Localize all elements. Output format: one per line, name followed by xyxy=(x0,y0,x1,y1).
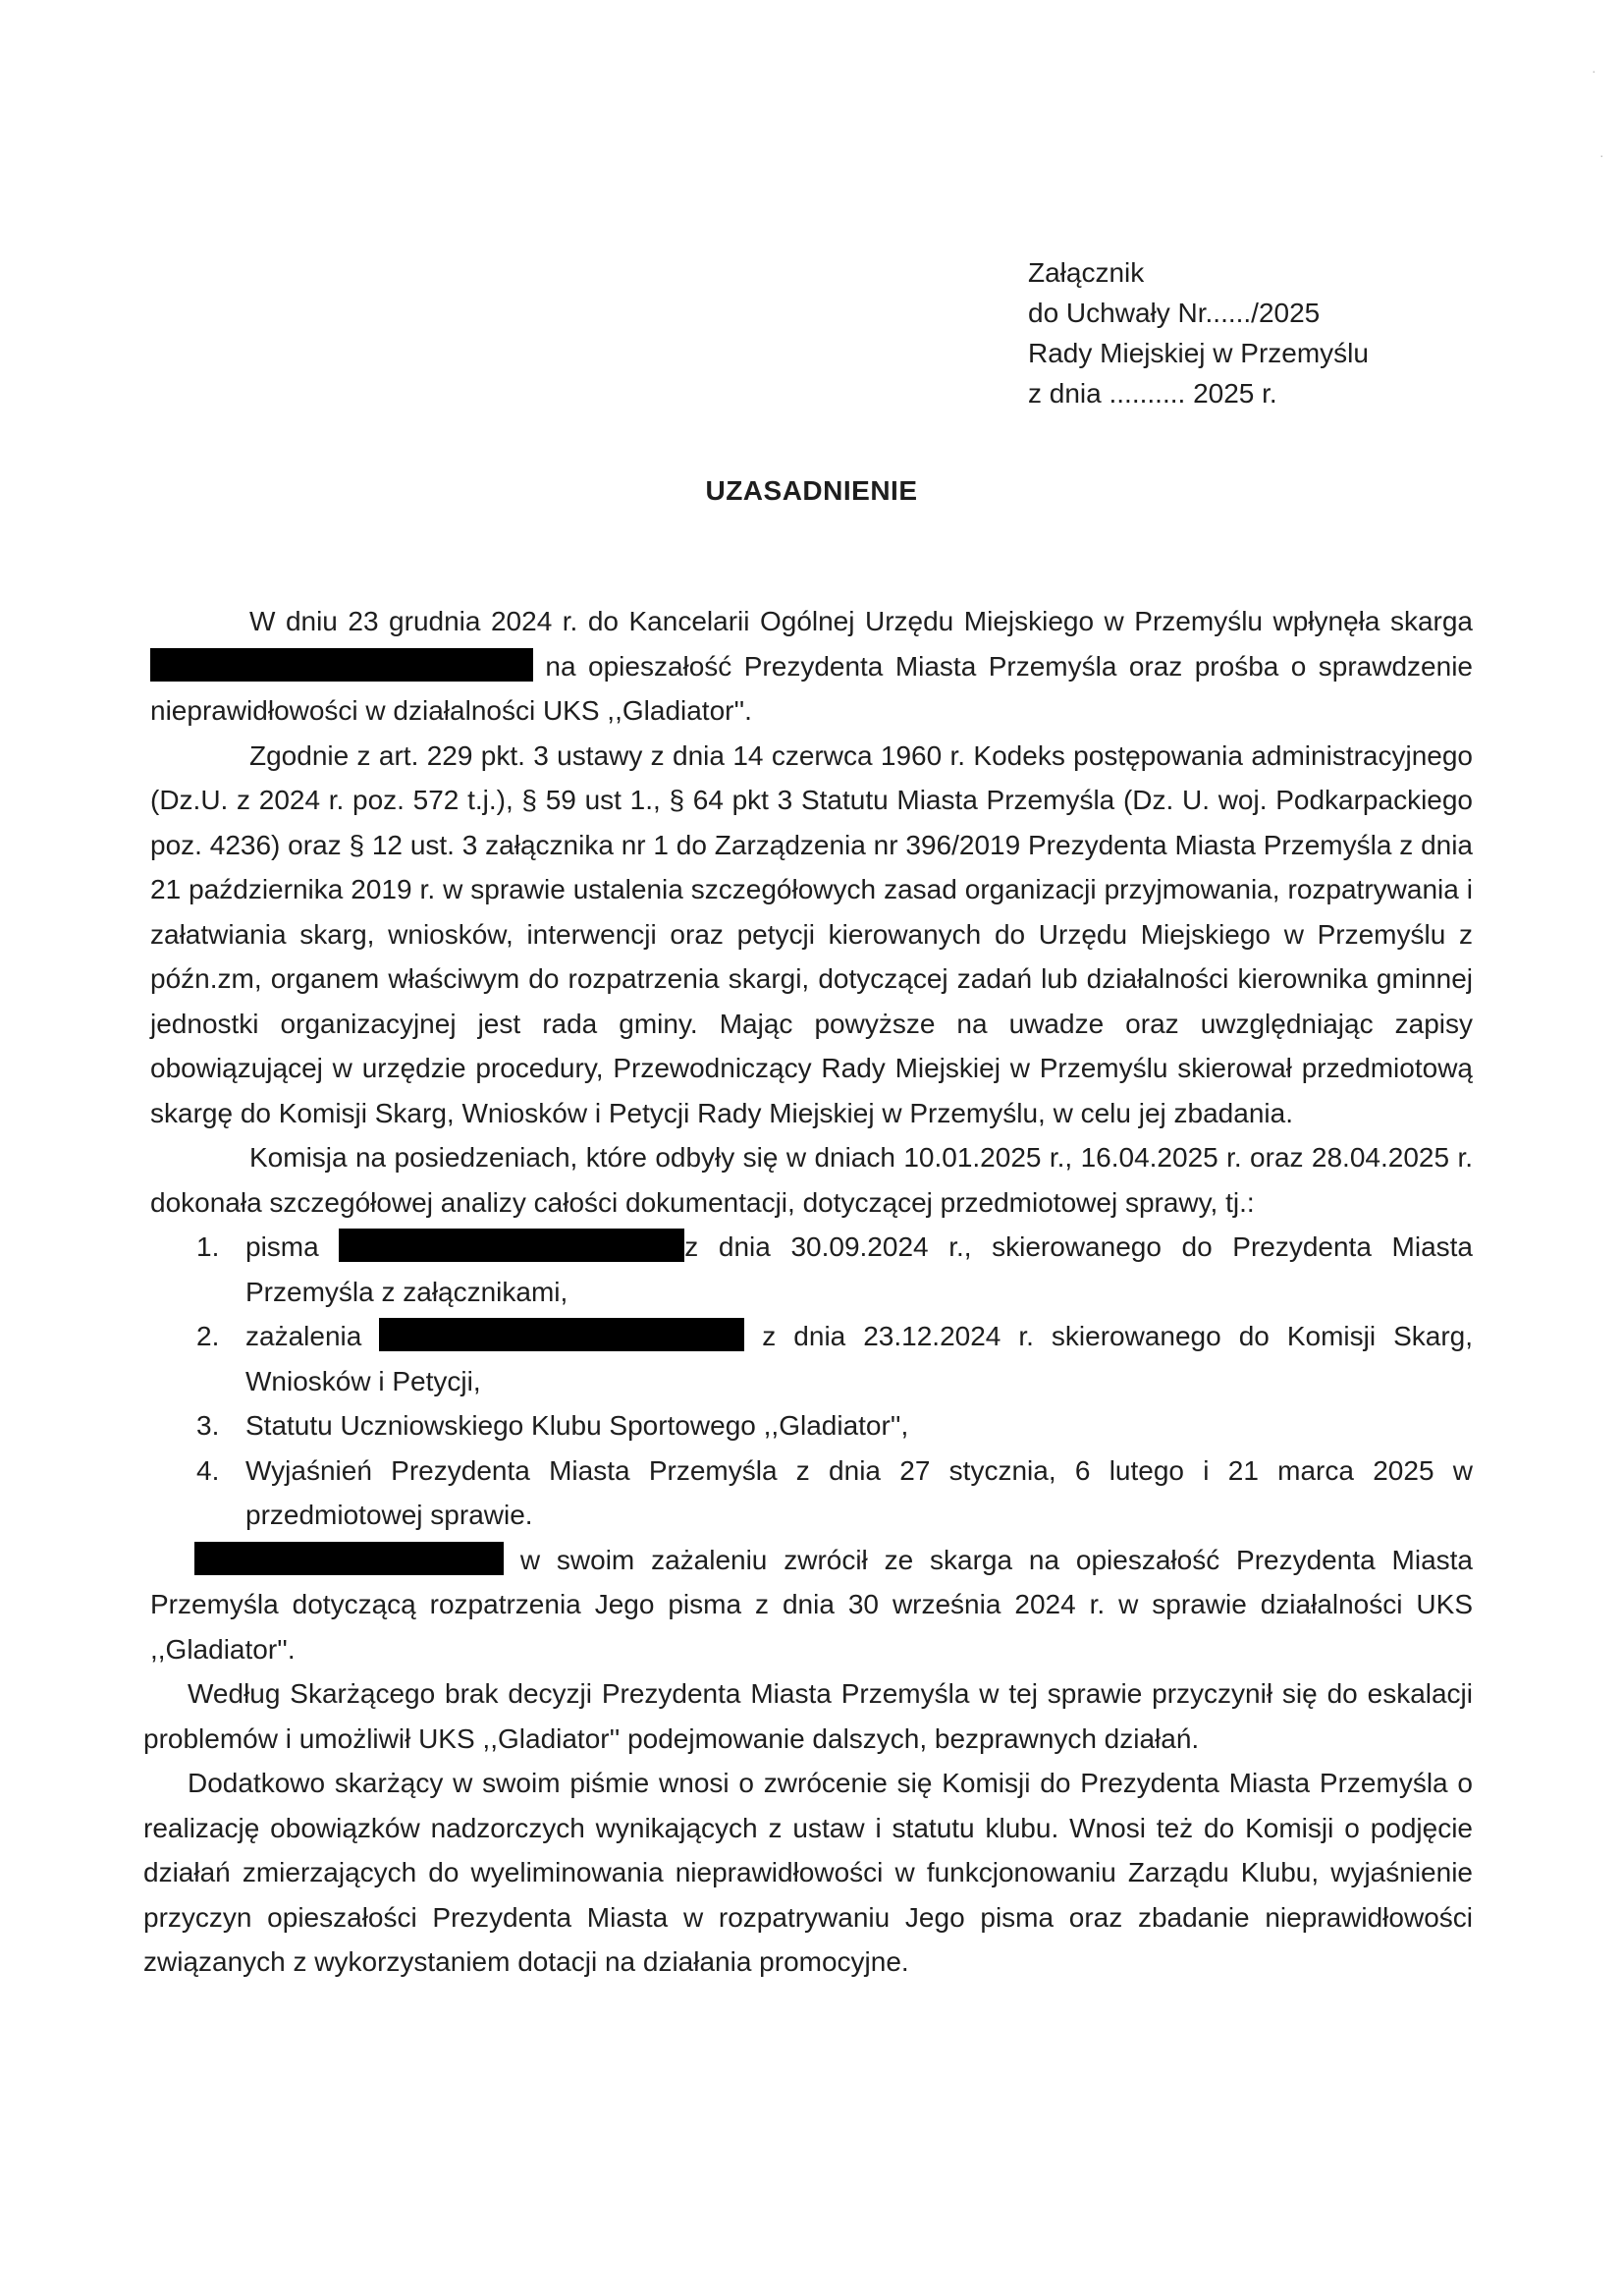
list-item-number: 1. xyxy=(196,1231,220,1262)
scan-speck: · xyxy=(1592,63,1596,79)
scan-speck: · xyxy=(1599,147,1604,163)
paragraph-6: Dodatkowo skarżący w swoim piśmie wnosi o zwrócenie się Komisji do Prezydenta Miasta Przemyśla o realizację obowiązków nadzorczych wynikających z ustaw i statutu klubu. Wnosi też do Komisji o podjęcie działań zmierzających do wyeliminowania nieprawidłowości w funkcjonowaniu Zarządu Klubu, wyjaśnienie przyczyn opieszałości Prezydenta Miasta w rozpatrywaniu Jego pisma oraz zbadanie nieprawidłowości związanych z wykorzystaniem dotacji na działania promocyjne. xyxy=(143,1768,1473,1977)
paragraph-4-text: w swoim zażaleniu zwrócił ze skarga na opieszałość Prezydenta Miasta Przemyśla dotyczącą rozpatrzenia Jego pisma z dnia 30 września 2024 r. w sprawie działalności UKS ,,Gladiator''. xyxy=(150,1544,1473,1665)
list-item-text-a: pisma xyxy=(245,1231,340,1262)
header-line-1: Załącznik xyxy=(1028,257,1145,288)
attachment-header xyxy=(1028,252,1369,413)
list-item-text-b: z dnia 23.12.2024 r. skierowanego do Komisji Skarg, Wniosków i Petycji, xyxy=(245,1321,1473,1396)
list-item xyxy=(150,1225,1473,1314)
document-list xyxy=(150,1225,1473,1538)
list-item-text-b: z dnia 30.09.2024 r., skierowanego do Prezydenta Miasta Przemyśla z załącznikami, xyxy=(245,1231,1473,1307)
list-item xyxy=(150,1449,1473,1538)
paragraph-1 xyxy=(150,599,1473,734)
document-body xyxy=(143,599,1473,1985)
paragraph-4 xyxy=(150,1538,1473,1672)
list-item-text-a: Wyjaśnień Prezydenta Miasta Przemyśla z dnia 27 stycznia, 6 lutego i 21 marca 2025 w przedmiotowej sprawie. xyxy=(245,1454,1473,1530)
paragraph-2: Zgodnie z art. 229 pkt. 3 ustawy z dnia 14 czerwca 1960 r. Kodeks postępowania administracyjnego (Dz.U. z 2024 r. poz. 572 t.j.), § 59 ust 1., § 64 pkt 3 Statutu Miasta Przemyśla (Dz. U. woj. Podkarpackiego poz. 4236) oraz § 12 ust. 3 załącznika nr 1 do Zarządzenia nr 396/2019 Prezydenta Miasta Przemyśla z dnia 21 października 2019 r. w sprawie ustalenia szczegółowych zasad organizacji przyjmowania, rozpatrywania i załatwiania skarg, wniosków, interwencji oraz petycji kierowanych do Urzędu Miejskiego w Przemyślu z późn.zm, organem właściwym do rozpatrzenia skargi, dotyczącej zadań lub działalności kierownika gminnej jednostki organizacyjnej jest rada gminy. Mając powyższe na uwadze oraz uwzględniając zapisy obowiązującej w urzędzie procedury, Przewodniczący Rady Miejskiej w Przemyślu skierował przedmiotową skargę do Komisji Skarg, Wniosków i Petycji Rady Miejskiej w Przemyślu, w celu jej zbadania. xyxy=(150,739,1473,1128)
redaction-box xyxy=(379,1318,744,1351)
redaction-box xyxy=(194,1542,504,1575)
list-item xyxy=(150,1314,1473,1403)
header-line-3: Rady Miejskiej w Przemyślu xyxy=(1028,338,1369,368)
redaction-box xyxy=(150,648,533,682)
paragraph-1-part-b: na opieszałość Prezydenta Miasta Przemyśla oraz prośba o sprawdzenie nieprawidłowości w działalności UKS ,,Gladiator''. xyxy=(150,650,1473,726)
redaction-box xyxy=(339,1229,684,1262)
paragraph-5: Według Skarżącego brak decyzji Prezydenta Miasta Przemyśla w tej sprawie przyczynił się do eskalacji problemów i umożliwił UKS ,,Gladiator'' podejmowanie dalszych, bezprawnych działań. xyxy=(143,1678,1473,1754)
list-item-number: 4. xyxy=(196,1454,220,1486)
document-title: UZASADNIENIE xyxy=(705,475,918,506)
paragraph-1-part-a: W dniu 23 grudnia 2024 r. do Kancelarii Ogólnej Urzędu Miejskiego w Przemyślu wpłynęła skarga xyxy=(249,606,1473,636)
header-line-2: do Uchwały Nr....../2025 xyxy=(1028,298,1321,328)
list-item-text-a: zażalenia xyxy=(245,1321,380,1351)
list-item xyxy=(150,1403,1473,1449)
header-line-4: z dnia .......... 2025 r. xyxy=(1028,378,1277,409)
list-item-number: 3. xyxy=(196,1410,220,1441)
list-item-text-a: Statutu Uczniowskiego Klubu Sportowego ,,Gladiator'', xyxy=(245,1410,909,1441)
list-item-number: 2. xyxy=(196,1321,220,1351)
paragraph-3: Komisja na posiedzeniach, które odbyły się w dniach 10.01.2025 r., 16.04.2025 r. oraz 28.04.2025 r. dokonała szczegółowej analizy całości dokumentacji, dotyczącej przedmiotowej sprawy, tj.: xyxy=(150,1142,1473,1218)
